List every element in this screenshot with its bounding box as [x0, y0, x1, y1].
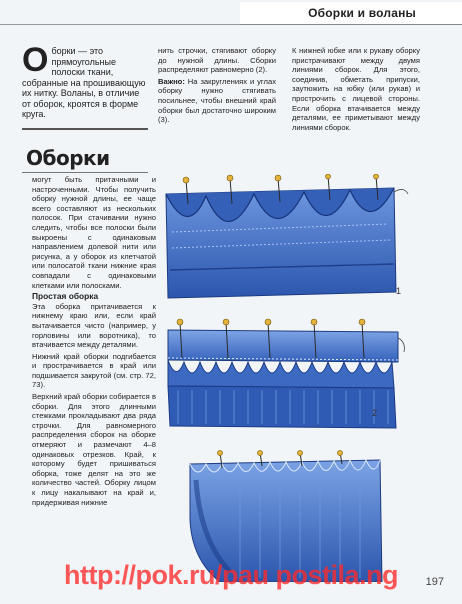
illustration-simple-ruffle	[158, 318, 410, 440]
intro-divider	[22, 128, 148, 130]
header-rule	[0, 24, 240, 25]
important-text: На закруглениях и углах оборку нужно стягивать посильнее, чтобы внешний край оборки был достаточно широким (3).	[158, 76, 276, 125]
text-column-left	[32, 175, 156, 509]
illustration-frill-folds	[158, 174, 410, 306]
section-title-rule	[22, 172, 148, 173]
running-header-title: Оборки и воланы	[308, 6, 416, 20]
intro-text: борки — это прямоугольные полоски ткани, собранные на прошивающую их нитку. Воланы, в отличие от оборок, кроятся в форме круга.	[22, 46, 146, 119]
paragraph-important	[158, 77, 276, 125]
page-number: 197	[425, 576, 444, 588]
text-column-top-middle	[158, 46, 276, 127]
subsection-title: Простая оборка	[32, 291, 99, 302]
intro-paragraph	[22, 41, 148, 120]
paragraph: Верхний край оборки собирается в сборки. Для этого длинными стежками прокладывают два ряда строчки. Для равномерного распределения сборок на оборке отмеряют и размечают 4–8 одинаковых отрезков. Край, к которому будет пришиваться оборка, тоже делят на это же количество частей. Оборку лицом к лицу накалывают на край и, придерживая нижние	[32, 392, 156, 507]
watermark: http://pok.ru/pau postila.ng	[64, 560, 398, 590]
text-column-top-right	[292, 46, 420, 134]
paragraph: могут быть притачными и настроченными. Чтобы получить оборку нужной длины, ее чаще всего составляют из нескольких полосок. При стачивании нужно следить, чтобы все полоски были выкроены с одинаковым направлением долевой нити или рисунка, а у оборок из клетчатой или полосатой ткани нижние края совпадали с одинаковыми клетками или полосками.	[32, 175, 156, 290]
dropcap: О	[22, 41, 49, 79]
figure-number-1: 1	[396, 286, 402, 296]
section-title: Оборки	[26, 146, 110, 170]
paragraph: К нижней юбке или к рукаву оборку пристрачивают между двумя линиями сборок. Для этого, соединив, обметать припуски, заутюжить на юбку (или рукав) и прострочить с лицевой стороны. Если оборка втачивается между деталями, ее приметывают между линиями сборок.	[292, 46, 420, 132]
paragraph: Эта оборка притачивается к нижнему краю или, если край вытачивается чисто (например, у горловины или воротника), то втачивается между деталями.	[32, 301, 156, 350]
important-label: Важно:	[158, 76, 185, 86]
figure-number-2: 2	[372, 408, 378, 418]
paragraph: нить строчки, стягивают оборку до нужной длины. Сборки распределяют равномерно (2).	[158, 46, 276, 75]
paragraph: Нижний край оборки подгибается и прострачивается в край или подшивается закрутой (см. стр. 72, 73).	[32, 351, 156, 390]
running-header	[240, 2, 462, 25]
